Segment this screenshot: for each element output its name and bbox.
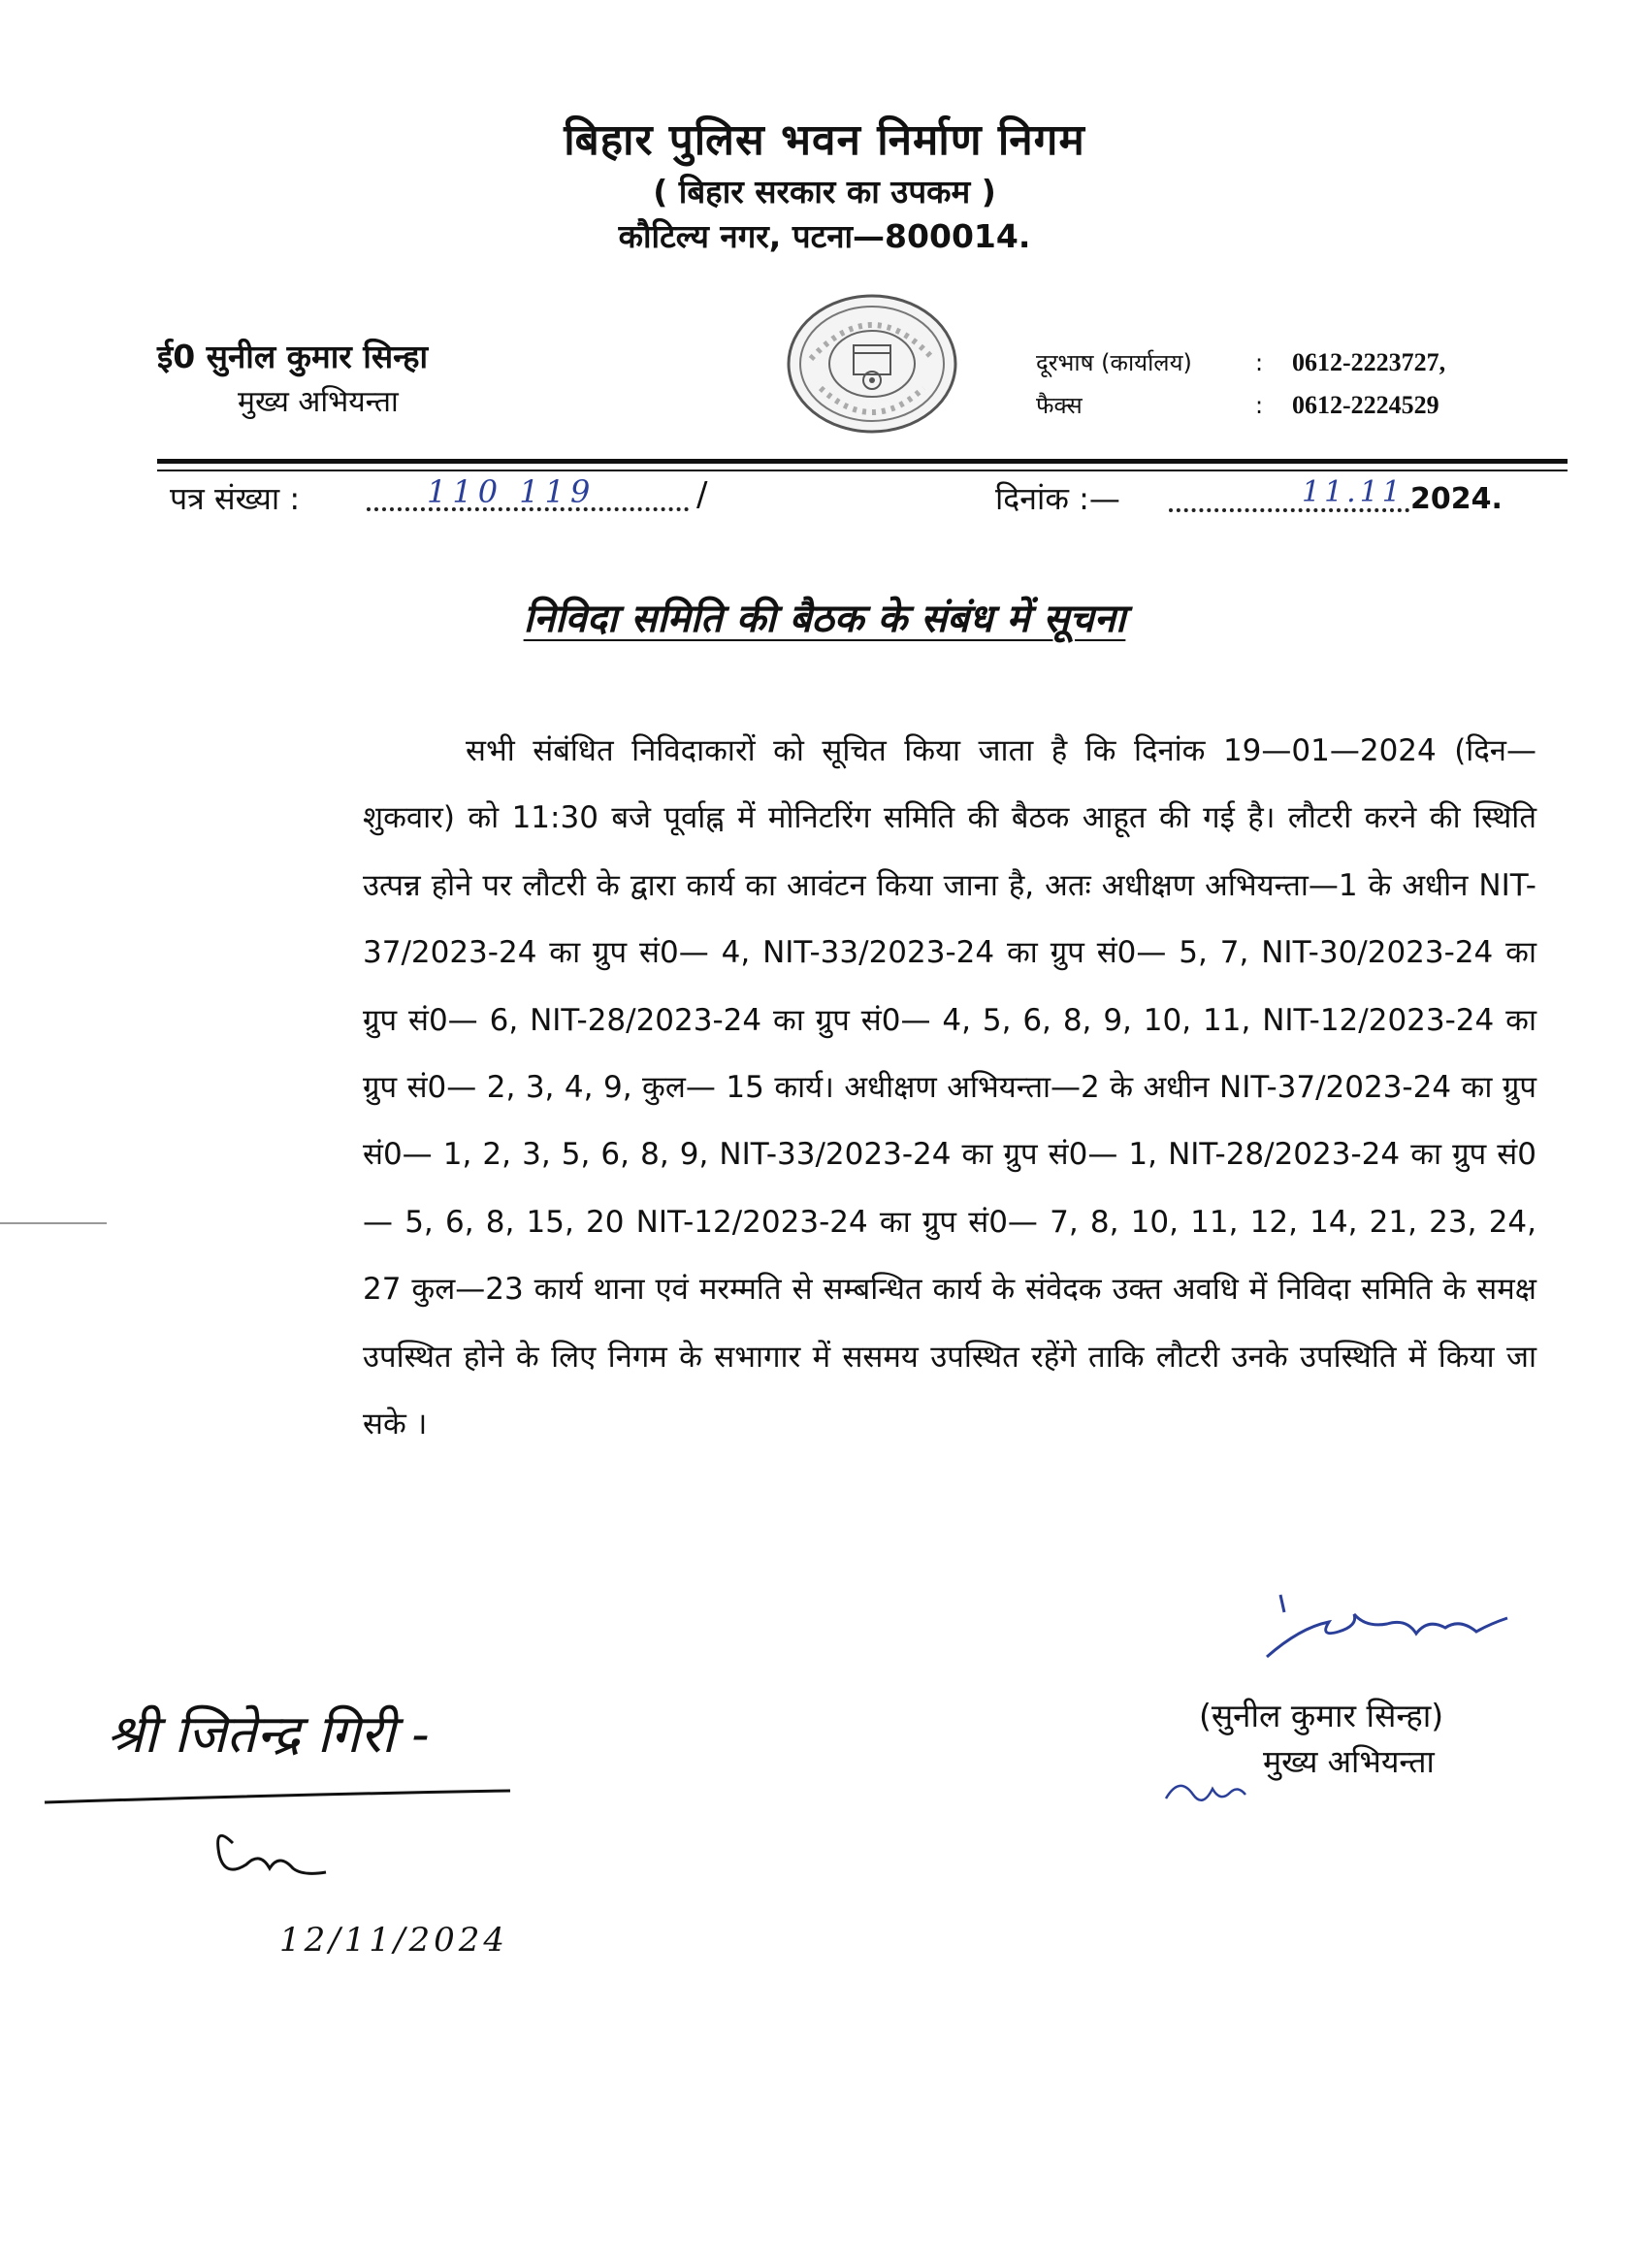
- phone-row: [1036, 341, 1445, 384]
- notice-body: सभी संबंधित निविदाकारों को सूचित किया जाता है कि दिनांक 19—01—2024 (दिन— शुकवार) को 11:30 बजे पूर्वाह्न में मोनिटरिंग समिति की बैठक आहूत की गई है। लौटरी करने की स्थिति उत्पन्न होने पर लौटरी के द्वारा कार्य का आवंटन किया जाना है, अतः अधीक्षण अभियन्ता—1 के अधीन NIT-37/2023-24 का ग्रुप सं0— 4, NIT-33/2023-24 का ग्रुप सं0— 5, 7, NIT-30/2023-24 का ग्रुप सं0— 6, NIT-28/2023-24 का ग्रुप सं0— 4, 5, 6, 8, 9, 10, 11, NIT-12/2023-24 का ग्रुप सं0— 2, 3, 4, 9, कुल— 15 कार्य। अधीक्षण अभियन्ता—2 के अधीन NIT-37/2023-24 का ग्रुप सं0— 1, 2, 3, 5, 6, 8, 9, NIT-33/2023-24 का ग्रुप सं0— 1, NIT-28/2023-24 का ग्रुप सं0— 5, 6, 8, 15, 20 NIT-12/2023-24 का ग्रुप सं0— 7, 8, 10, 11, 12, 14, 21, 23, 24, 27 कुल—23 कार्य थाना एवं मरम्मति से सम्बन्धित कार्य के संवेदक उक्त अवधि में निविदा समिति के समक्ष उपस्थित होने के लिए निगम के सभागार में ससमय उपस्थित रहेंगे ताकि लौटरी उनके उपस्थिति में किया जा सके ।: [363, 733, 1536, 1442]
- letter-number-label: पत्र संख्या :: [170, 480, 301, 517]
- date-label: दिनांक :—: [995, 480, 1120, 517]
- fax-label: फैक्स: [1036, 392, 1083, 419]
- initials-mark: [1160, 1769, 1249, 1818]
- signature-mark: [1261, 1589, 1513, 1672]
- signatory-name: (सुनील कुमार सिन्हा): [1199, 1697, 1444, 1734]
- fax-value: 0612-2224529: [1292, 391, 1439, 419]
- date-handwritten: 11.11: [1302, 475, 1405, 509]
- signatory-designation: मुख्य अभियन्ता: [1263, 1743, 1435, 1780]
- handwritten-endorsement: श्री जितेन्द्र गिरी -: [107, 1703, 430, 1765]
- notice-title: [0, 590, 1649, 643]
- contact-block: [1036, 341, 1445, 427]
- phone-label: दूरभाष (कार्यालय): [1036, 349, 1192, 376]
- margin-scan-mark: [0, 1222, 107, 1224]
- letter-number-handwritten: 110 119: [427, 473, 597, 510]
- fax-row: [1036, 384, 1445, 427]
- letter-number-slash: /: [696, 475, 708, 514]
- handwritten-date: 12/11/2024: [279, 1921, 508, 1960]
- phone-colon: :: [1255, 349, 1264, 376]
- officer-name: ई0 सुनील कुमार सिन्हा: [157, 338, 429, 375]
- organization-address: कौटिल्य नगर, पटना—800014.: [618, 217, 1031, 255]
- corporation-seal-icon: [782, 291, 962, 437]
- notice-title-text: निविदा समिति की बैठक के संबंध में सूचना: [523, 597, 1126, 641]
- officer-designation: मुख्य अभियन्ता: [238, 385, 399, 419]
- header-divider-thin: [157, 470, 1568, 471]
- organization-subtitle: ( बिहार सरकार का उपकम ): [653, 173, 996, 211]
- phone-value: 0612-2223727,: [1292, 348, 1446, 376]
- date-year: 2024.: [1410, 482, 1503, 516]
- header-divider-thick: [157, 459, 1568, 464]
- organization-name: बिहार पुलिस भवन निर्माण निगम: [564, 115, 1085, 165]
- fax-colon: :: [1255, 392, 1264, 419]
